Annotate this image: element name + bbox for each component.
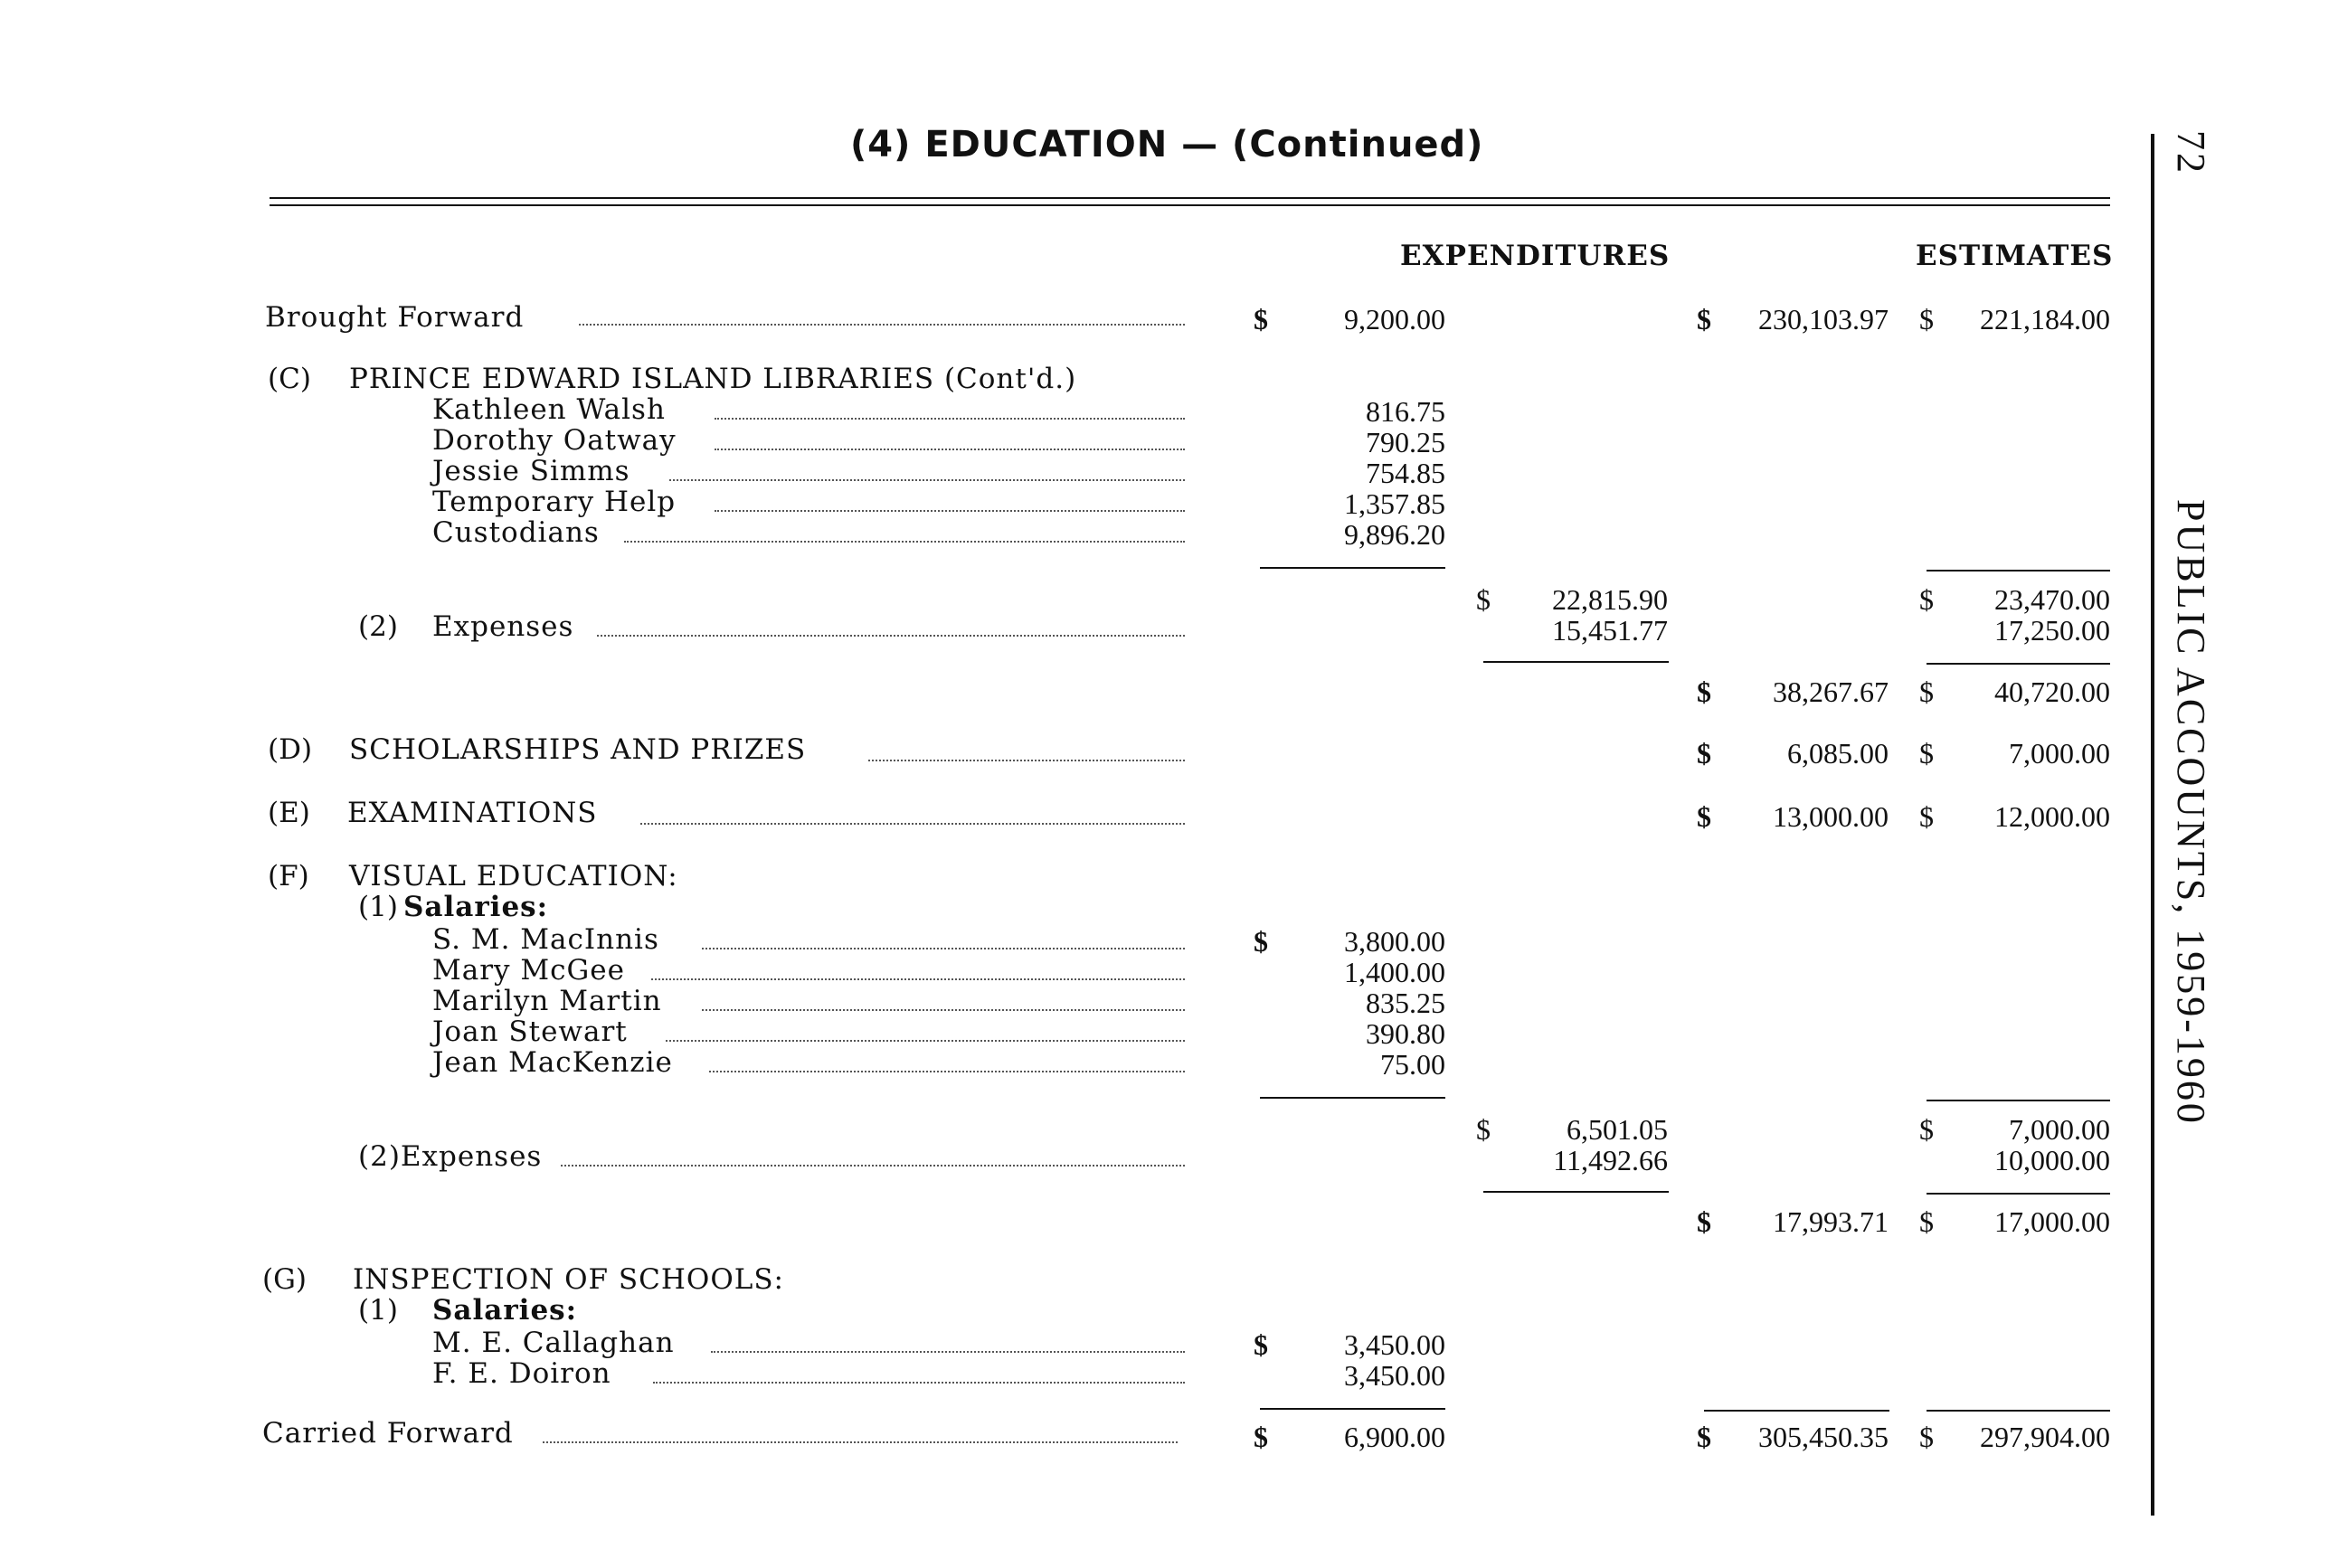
line-item-amount: 3,450.00 <box>1344 1359 1445 1392</box>
dollar-sign: $ <box>1697 737 1711 770</box>
section-code: (F) <box>268 860 309 893</box>
section-title: SCHOLARSHIPS AND PRIZES <box>349 733 807 766</box>
line-item-amount: 754.85 <box>1366 457 1445 489</box>
leader-dots <box>579 324 1185 326</box>
section-title: VISUAL EDUCATION: <box>349 860 678 893</box>
line-item-name: Custodians <box>432 516 600 549</box>
leader-dots <box>709 1071 1185 1072</box>
expenses-label: (2)Expenses <box>358 1140 543 1173</box>
salaries-total: 6,501.05 <box>1567 1113 1668 1146</box>
salaries-label: Salaries: <box>432 1294 578 1327</box>
section-code: (E) <box>268 797 310 829</box>
amount-col1: 9,200.00 <box>1344 303 1445 335</box>
line-item-name: Jean MacKenzie <box>432 1046 673 1079</box>
leader-dots <box>651 978 1185 980</box>
line-item-name: Temporary Help <box>432 486 677 518</box>
section-total: 38,267.67 <box>1773 675 1889 708</box>
dollar-sign: $ <box>1476 583 1491 616</box>
line-item-amount: 3,450.00 <box>1344 1328 1445 1361</box>
leader-dots <box>543 1441 1178 1443</box>
dollar-sign: $ <box>1919 1113 1934 1146</box>
dollar-sign: $ <box>1919 1421 1934 1453</box>
dollar-sign: $ <box>1919 800 1934 833</box>
section-title: INSPECTION OF SCHOOLS: <box>353 1263 784 1296</box>
line-item-amount: 1,357.85 <box>1344 487 1445 520</box>
section-code: (D) <box>268 733 313 766</box>
running-title: PUBLIC ACCOUNTS, 1959-1960 <box>2169 499 2213 1126</box>
section-amount: 6,085.00 <box>1787 737 1889 770</box>
leader-dots <box>868 760 1185 761</box>
leader-dots <box>653 1382 1185 1384</box>
expenditures-header: EXPENDITURES <box>1400 240 1671 272</box>
line-item-amount: 75.00 <box>1380 1048 1445 1081</box>
line-item-name: Kathleen Walsh <box>432 393 666 426</box>
expenses-amount: 15,451.77 <box>1552 614 1668 647</box>
dollar-sign: $ <box>1254 925 1268 958</box>
dollar-sign: $ <box>1919 303 1934 335</box>
dollar-sign: $ <box>1476 1113 1491 1146</box>
dollar-sign: $ <box>1697 800 1711 833</box>
dollar-sign: $ <box>1919 737 1934 770</box>
subtotal-rule <box>1260 567 1445 569</box>
amount-col1: 6,900.00 <box>1344 1421 1445 1453</box>
dollar-sign: $ <box>1919 1205 1934 1238</box>
line-item-amount: 1,400.00 <box>1344 956 1445 988</box>
salaries-code: (1) <box>358 1294 398 1327</box>
line-item-amount: 9,896.20 <box>1344 518 1445 551</box>
leader-dots <box>711 1351 1185 1353</box>
expenses-code: (2) <box>358 610 398 643</box>
line-item-name: Joan Stewart <box>432 1015 628 1048</box>
leader-dots <box>597 635 1185 637</box>
amount-col3: 305,450.35 <box>1758 1421 1889 1453</box>
estimate-total-rule <box>1927 1193 2110 1195</box>
line-item-amount: 835.25 <box>1366 987 1445 1019</box>
amount-col4: 297,904.00 <box>1980 1421 2110 1453</box>
amount-col4: 221,184.00 <box>1980 303 2110 335</box>
section-title: EXAMINATIONS <box>347 797 598 829</box>
leader-dots <box>715 510 1185 512</box>
page-title: (4) EDUCATION — (Continued) <box>850 124 1484 165</box>
expenses-estimate: 17,250.00 <box>1994 614 2110 647</box>
estimates-header: ESTIMATES <box>1916 240 2114 272</box>
salaries-estimate: 7,000.00 <box>2009 1113 2110 1146</box>
amount-col3: 230,103.97 <box>1758 303 1889 335</box>
line-item-amount: 390.80 <box>1366 1017 1445 1050</box>
dollar-sign: $ <box>1254 1328 1268 1361</box>
leader-dots <box>669 479 1185 481</box>
line-item-name: Dorothy Oatway <box>432 424 677 457</box>
section-code: (C) <box>268 363 311 395</box>
subtotal-rule <box>1260 1097 1445 1099</box>
line-item-amount: 790.25 <box>1366 426 1445 458</box>
expenses-estimate: 10,000.00 <box>1994 1144 2110 1176</box>
salaries-estimate: 23,470.00 <box>1994 583 2110 616</box>
dollar-sign: $ <box>1919 675 1934 708</box>
line-item-name: S. M. MacInnis <box>432 923 659 956</box>
expenses-label: Expenses <box>432 610 574 643</box>
section-total-estimate: 40,720.00 <box>1994 675 2110 708</box>
margin-rule <box>2151 134 2154 1516</box>
salaries-total: 22,815.90 <box>1552 583 1668 616</box>
page-number: 72 <box>2169 130 2213 175</box>
line-item-amount: 3,800.00 <box>1344 925 1445 958</box>
dollar-sign: $ <box>1697 675 1711 708</box>
title-rule-bottom <box>270 204 2110 206</box>
leader-dots <box>624 541 1185 543</box>
leader-dots <box>715 449 1185 450</box>
line-item-name: Mary McGee <box>432 954 625 987</box>
section-title: PRINCE EDWARD ISLAND LIBRARIES (Cont'd.) <box>349 363 1077 395</box>
line-item-name: Jessie Simms <box>432 455 630 487</box>
section-total: 17,993.71 <box>1773 1205 1889 1238</box>
leader-dots <box>666 1040 1185 1042</box>
dollar-sign: $ <box>1919 583 1934 616</box>
section-estimate: 7,000.00 <box>2009 737 2110 770</box>
section-code: (G) <box>262 1263 307 1296</box>
leader-dots <box>561 1165 1185 1167</box>
dollar-sign: $ <box>1254 1421 1268 1453</box>
row-label: Brought Forward <box>265 301 525 334</box>
line-item-name: F. E. Doiron <box>432 1357 611 1390</box>
dollar-sign: $ <box>1254 303 1268 335</box>
section-amount: 13,000.00 <box>1773 800 1889 833</box>
row-label: Carried Forward <box>262 1417 514 1450</box>
line-item-name: M. E. Callaghan <box>432 1327 675 1359</box>
carried-rule-col4 <box>1927 1410 2110 1412</box>
salaries-label: Salaries: <box>403 891 549 923</box>
line-item-amount: 816.75 <box>1366 395 1445 428</box>
total-rule <box>1483 1191 1669 1193</box>
estimate-rule <box>1927 1100 2110 1101</box>
dollar-sign: $ <box>1697 303 1711 335</box>
leader-dots <box>640 823 1185 825</box>
leader-dots <box>702 948 1185 949</box>
carried-rule-col3 <box>1704 1410 1889 1412</box>
leader-dots <box>702 1009 1185 1011</box>
expenses-amount: 11,492.66 <box>1553 1144 1668 1176</box>
total-rule <box>1483 661 1669 663</box>
title-rule-top <box>270 197 2110 199</box>
carried-rule-col1 <box>1260 1408 1445 1410</box>
estimate-total-rule <box>1927 663 2110 665</box>
section-total-estimate: 17,000.00 <box>1994 1205 2110 1238</box>
estimate-rule <box>1927 570 2110 571</box>
line-item-name: Marilyn Martin <box>432 985 662 1017</box>
dollar-sign: $ <box>1697 1421 1711 1453</box>
salaries-code: (1) <box>358 891 398 923</box>
leader-dots <box>715 418 1185 420</box>
section-estimate: 12,000.00 <box>1994 800 2110 833</box>
dollar-sign: $ <box>1697 1205 1711 1238</box>
